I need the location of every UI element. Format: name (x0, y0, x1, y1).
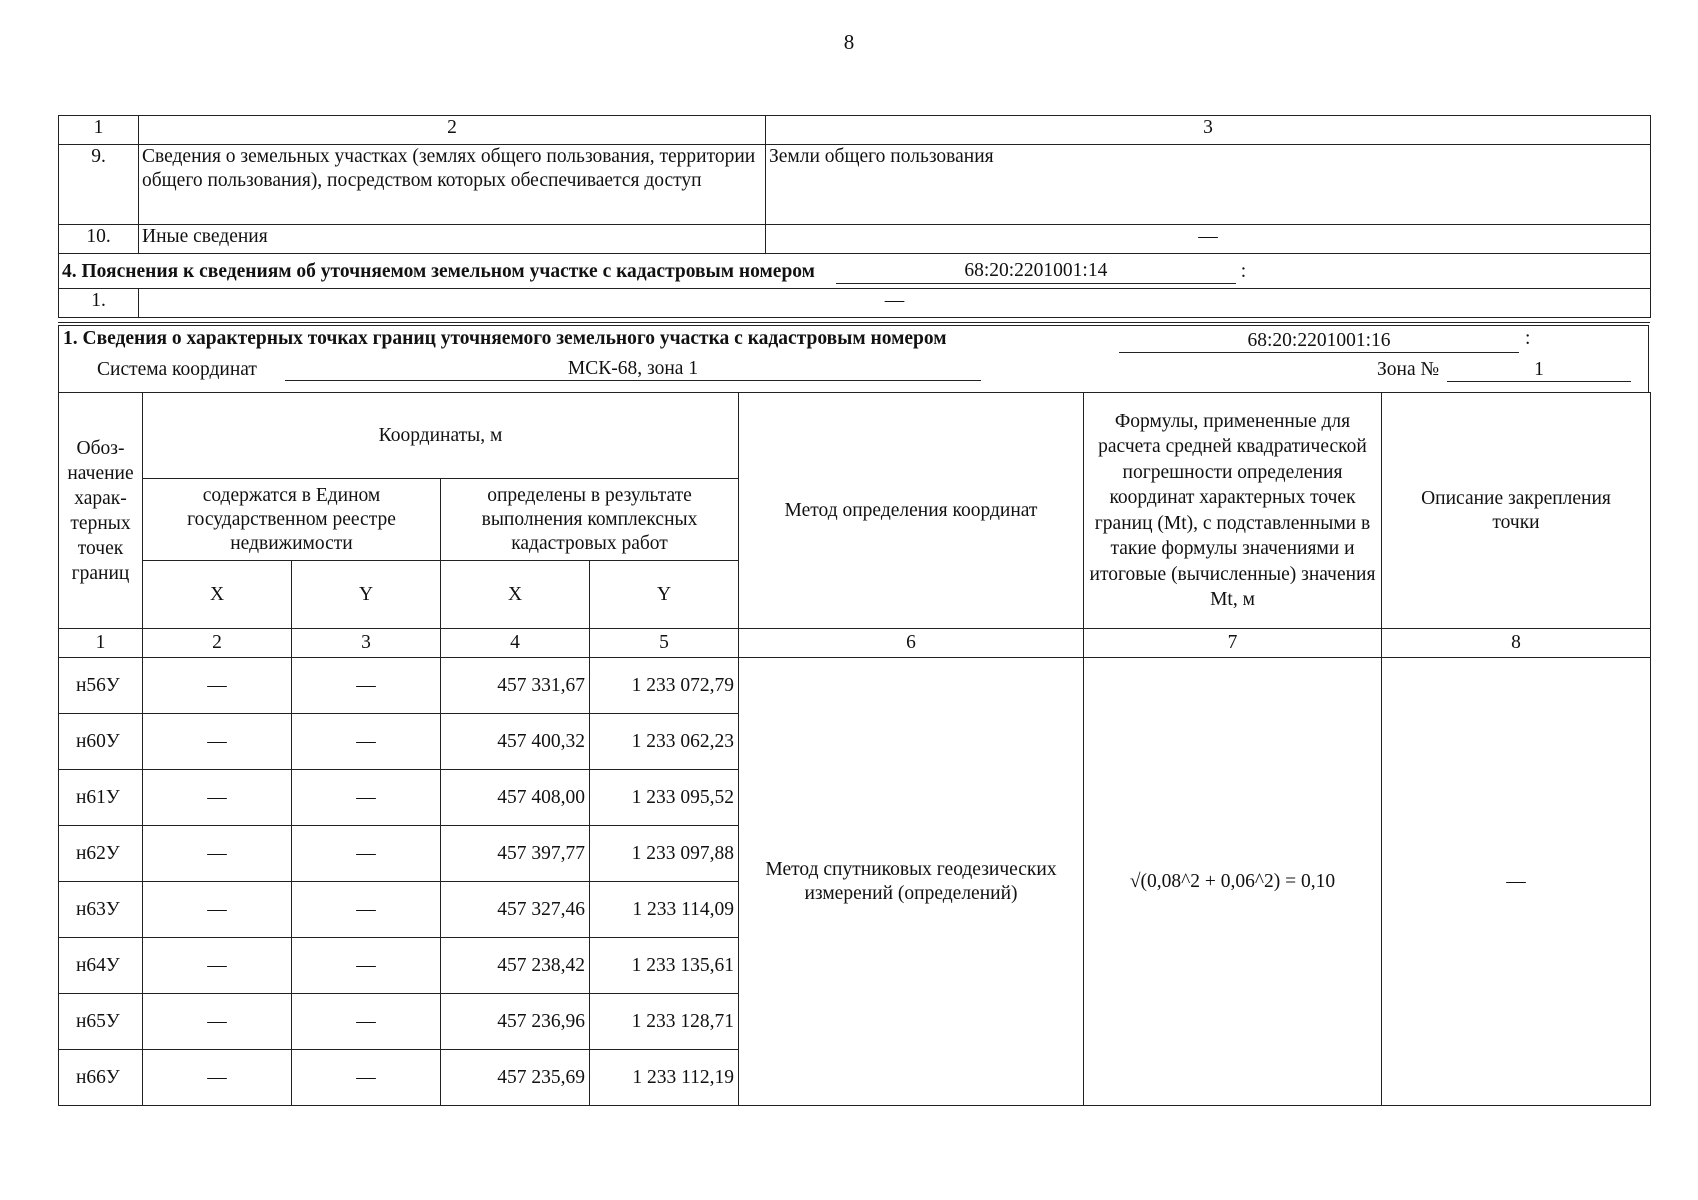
method-header: Метод определения координат (739, 393, 1084, 629)
designation-header: Обоз- начение харак- терных точек границ (59, 393, 143, 629)
fixing-header: Описание закрепления точки (1382, 393, 1651, 629)
row-number: 9. (59, 145, 139, 225)
point-name: н65У (59, 994, 143, 1050)
col-number: 8 (1382, 629, 1651, 658)
table-row (59, 289, 1651, 318)
fixing-value: — (1382, 658, 1651, 1106)
row-value: — (139, 289, 1651, 318)
point-name: н60У (59, 714, 143, 770)
x-header: X (143, 561, 292, 629)
section-1-header (58, 325, 1649, 392)
table-row (59, 658, 1651, 714)
coord-system-value: МСК-68, зона 1 (285, 358, 981, 381)
x-egrn: — (143, 770, 292, 826)
coord-system-label: Система координат (97, 359, 257, 380)
colon: : (1240, 260, 1247, 282)
point-name: н64У (59, 938, 143, 994)
zone-value: 1 (1447, 359, 1631, 382)
y-value: 1 233 062,23 (590, 714, 739, 770)
table-row (59, 225, 1651, 254)
row-value: — (766, 225, 1651, 254)
y-value: 1 233 114,09 (590, 882, 739, 938)
point-name: н61У (59, 770, 143, 826)
row-number: 10. (59, 225, 139, 254)
row-label: Сведения о земельных участках (землях общего пользования, территории общего пользования), посредством которых обеспечивается доступ (139, 145, 766, 225)
y-value: 1 233 095,52 (590, 770, 739, 826)
table-row (59, 145, 1651, 225)
y-header: Y (590, 561, 739, 629)
x-value: 457 236,96 (441, 994, 590, 1050)
y-value: 1 233 097,88 (590, 826, 739, 882)
col-number: 2 (139, 116, 766, 145)
section-1-cadastral: 68:20:2201001:16 (1119, 330, 1519, 353)
section-1-title: 1. Сведения о характерных точках границ уточняемого земельного участка с кадастровым номером (63, 328, 947, 349)
method-value: Метод спутниковых геодезических измерений (определений) (739, 658, 1084, 1106)
y-egrn: — (292, 826, 441, 882)
x-egrn: — (143, 882, 292, 938)
x-value: 457 400,32 (441, 714, 590, 770)
y-egrn: — (292, 770, 441, 826)
colon: : (1525, 328, 1531, 349)
x-header: X (441, 561, 590, 629)
x-value: 457 235,69 (441, 1050, 590, 1106)
y-egrn: — (292, 1050, 441, 1106)
y-egrn: — (292, 658, 441, 714)
x-egrn: — (143, 826, 292, 882)
egrn-header: содержатся в Едином государственном реестре недвижимости (143, 479, 441, 561)
col-number: 6 (739, 629, 1084, 658)
section-4-cadastral: 68:20:2201001:14 (836, 259, 1236, 284)
point-name: н63У (59, 882, 143, 938)
x-egrn: — (143, 658, 292, 714)
section-4-header (59, 254, 1651, 289)
x-value: 457 397,77 (441, 826, 590, 882)
y-egrn: — (292, 714, 441, 770)
row-number: 1. (59, 289, 139, 318)
col-number: 5 (590, 629, 739, 658)
y-value: 1 233 112,19 (590, 1050, 739, 1106)
point-name: н62У (59, 826, 143, 882)
col-number: 2 (143, 629, 292, 658)
zone-label: Зона № (1377, 359, 1440, 380)
header-row (59, 393, 1651, 479)
points-table (58, 392, 1651, 1106)
x-egrn: — (143, 714, 292, 770)
y-egrn: — (292, 938, 441, 994)
y-egrn: — (292, 882, 441, 938)
x-egrn: — (143, 994, 292, 1050)
complex-header: определены в результате выполнения комплексных кадастровых работ (441, 479, 739, 561)
row-label: Иные сведения (139, 225, 766, 254)
x-value: 457 408,00 (441, 770, 590, 826)
x-egrn: — (143, 938, 292, 994)
y-egrn: — (292, 994, 441, 1050)
column-number-row (59, 116, 1651, 145)
x-value: 457 327,46 (441, 882, 590, 938)
col-number: 3 (766, 116, 1651, 145)
x-value: 457 331,67 (441, 658, 590, 714)
y-value: 1 233 128,71 (590, 994, 739, 1050)
row-value: Земли общего пользования (766, 145, 1651, 225)
y-header: Y (292, 561, 441, 629)
col-number: 3 (292, 629, 441, 658)
x-value: 457 238,42 (441, 938, 590, 994)
col-number: 1 (59, 629, 143, 658)
x-egrn: — (143, 1050, 292, 1106)
col-number: 7 (1084, 629, 1382, 658)
col-number: 4 (441, 629, 590, 658)
col-number: 1 (59, 116, 139, 145)
info-table (58, 115, 1651, 318)
page-number: 8 (843, 30, 855, 54)
formula-value: √(0,08^2 + 0,06^2) = 0,10 (1084, 658, 1382, 1106)
column-number-row (59, 629, 1651, 658)
coordinates-header: Координаты, м (143, 393, 739, 479)
y-value: 1 233 135,61 (590, 938, 739, 994)
formula-header: Формулы, примененные для расчета средней квадратической погрешности определения координат характерных точек границ (Mt), с подставленными в такие формулы значениями и итоговые (вычисленные) значения Mt, м (1084, 393, 1382, 629)
point-name: н66У (59, 1050, 143, 1106)
y-value: 1 233 072,79 (590, 658, 739, 714)
point-name: н56У (59, 658, 143, 714)
section-4-title: 4. Пояснения к сведениям об уточняемом земельном участке с кадастровым номером (62, 260, 815, 282)
